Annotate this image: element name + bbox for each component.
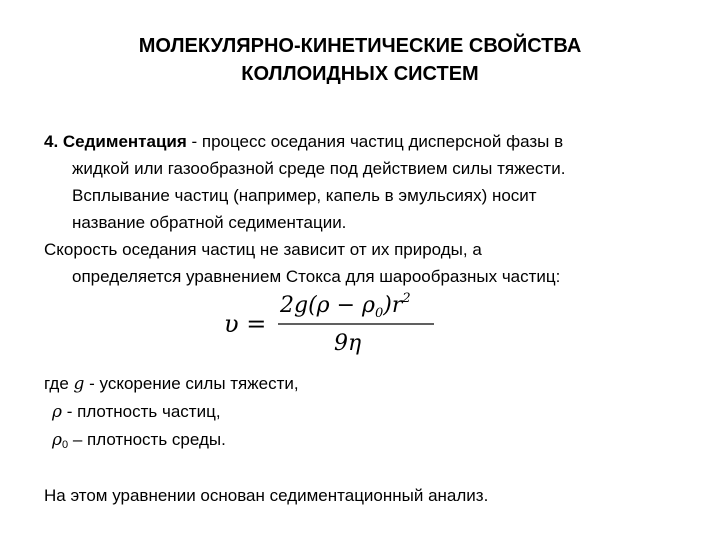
settling-speed-paragraph [44,236,684,290]
sedimentation-line-2: жидкой или газообразной среде под действием силы тяжести. [72,159,566,178]
title-line-1: МОЛЕКУЛЯРНО-КИНЕТИЧЕСКИЕ СВОЙСТВА [138,35,582,57]
legend-rho0-line [44,426,684,459]
sedimentation-line-3: Всплывание частиц (например, капель в эмульсиях) носит [72,186,537,205]
formula-numerator [279,291,411,321]
slide-title [60,32,660,88]
formula-denominator: 9η [334,331,362,356]
legend-rho0-text: – плотность среды. [68,430,226,449]
legend-g-symbol: g [73,374,85,394]
legend-g-text: - ускорение силы тяжести, [84,374,299,393]
speed-line-1: Скорость оседания частиц не зависит от их природы, а [44,240,482,259]
formula-lhs: υ = [224,310,267,338]
stokes-formula [222,288,442,358]
formula-numerator-sub: 0 [374,306,384,321]
variable-legend [44,370,684,459]
formula-numerator-main: 2g(ρ − ρ [280,293,375,318]
legend-rho-line [44,398,684,426]
sedimentation-term: 4. Седиментация [44,132,187,151]
speed-line-2: определяется уравнением Стокса для шарообразных частиц: [72,267,561,286]
sedimentation-line-4: название обратной седиментации. [72,213,347,232]
legend-rho-symbol: ρ [52,402,62,422]
sedimentation-definition [44,128,684,236]
legend-rho-text: - плотность частиц, [62,402,221,421]
title-line-2: КОЛЛОИДНЫХ СИСТЕМ [241,63,479,85]
legend-g-line [44,370,684,398]
legend-g-prefix: где [44,374,74,393]
legend-rho0-symbol: ρ [52,430,62,450]
conclusion-text: На этом уравнении основан седиментационный анализ. [44,486,489,505]
formula-numerator-sup: 2 [402,291,411,306]
legend-rho0-sub: 0 [62,439,69,451]
sedimentation-line-1: - процесс оседания частиц дисперсной фазы в [186,132,564,151]
formula-numerator-tail: )r [383,293,403,318]
